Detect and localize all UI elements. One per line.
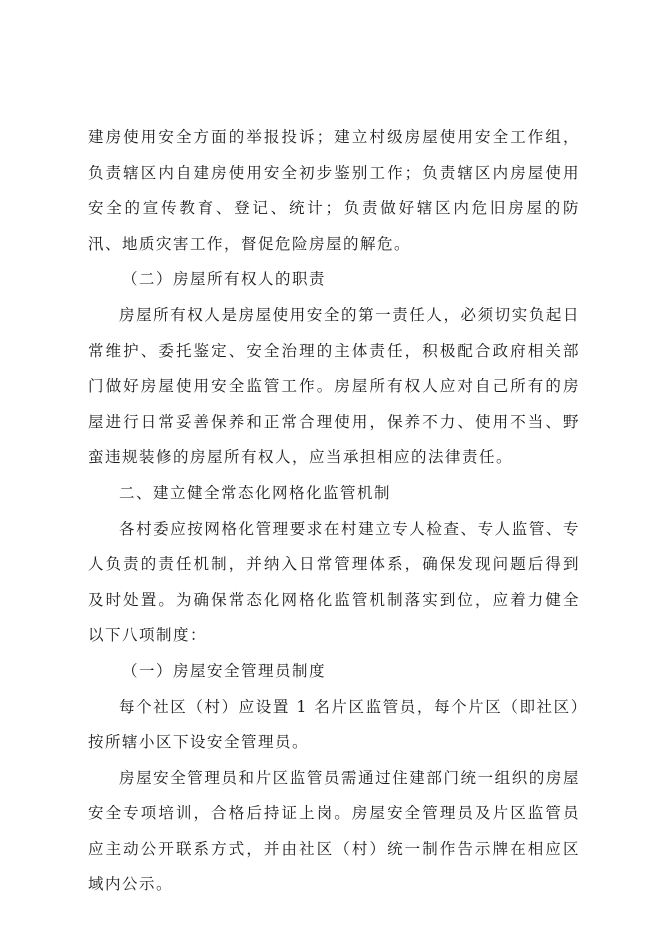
paragraph-district-supervisor: 每个社区（村）应设置 1 名片区监管员，每个片区（即社区）按所辖小区下设安全管理员。 (88, 697, 580, 752)
paragraph-owner-responsibility: 房屋所有权人是房屋使用安全的第一责任人，必须切实负起日常维护、委托鉴定、安全治理的主体责任，积极配合政府相关部门做好房屋使用安全监管工作。房屋所有权人应对自己所有的房屋进行日常妥善保养和正常合理使用，保养不力、使用不当、野蛮违规装修的房屋所有权人，应当承担相应的法律责任。 (88, 305, 580, 467)
paragraph-village-committee: 各村委应按网格化管理要求在村建立专人检查、专人监管、专人负责的责任机制，并纳入日常管理体系，确保发现问题后得到及时处置。为确保常态化网格化监管机制落实到位，应着力健全以下八项制度： (88, 519, 580, 645)
document-body (88, 120, 580, 903)
subheading-safety-manager-system: （一）房屋安全管理员制度 (122, 661, 327, 680)
paragraph-training-certification: 房屋安全管理员和片区监管员需通过住建部门统一组织的房屋安全专项培训，合格后持证上岗。房屋安全管理员及片区监管员应主动公开联系方式，并由社区（村）统一制作告示牌在相应区域内公示。 (88, 768, 580, 894)
paragraph-continuation: 建房使用安全方面的举报投诉；建立村级房屋使用安全工作组，负责辖区内自建房使用安全初步鉴别工作；负责辖区内房屋使用安全的宣传教育、登记、统计；负责做好辖区内危旧房屋的防汛、地质灾害工作，督促危险房屋的解危。 (88, 128, 580, 253)
section-heading-grid-supervision: 二、建立健全常态化网格化监管机制 (119, 483, 392, 502)
subheading-owner-duties: （二）房屋所有权人的职责 (122, 270, 327, 289)
